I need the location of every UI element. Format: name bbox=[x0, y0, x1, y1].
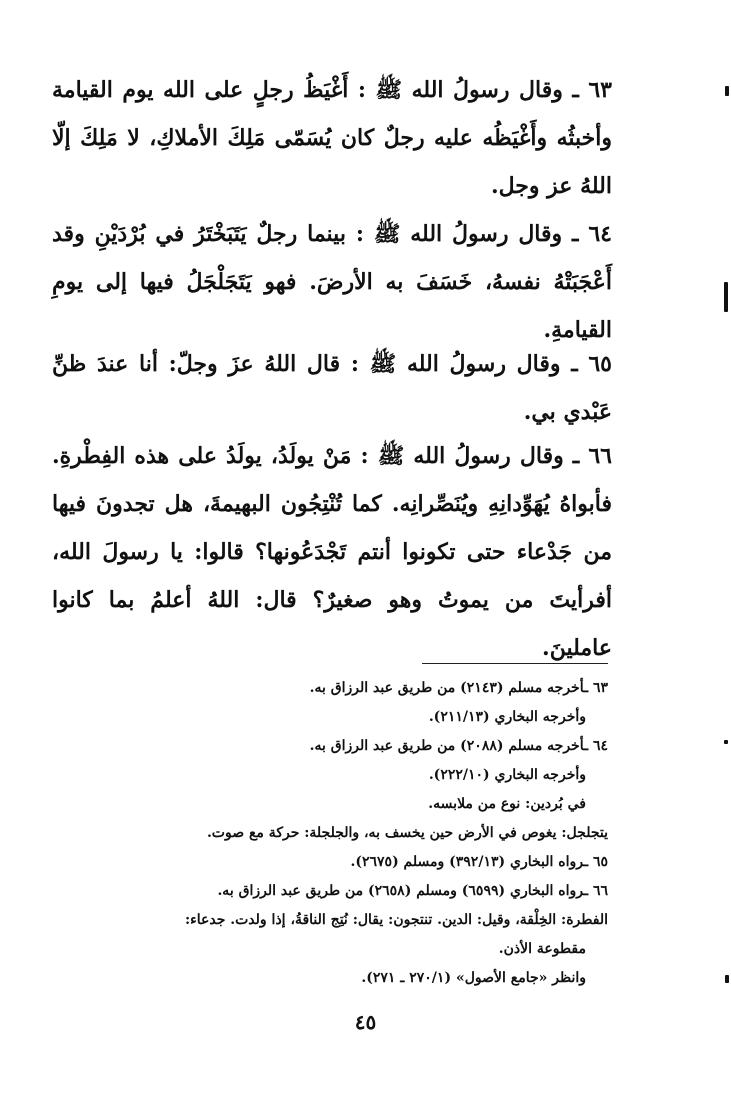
edge-mark bbox=[725, 975, 729, 983]
footnote-line: وانظر «جامع الأصول» (٢٧٠/١ ـ ٢٧١). bbox=[361, 970, 586, 986]
edge-mark bbox=[725, 86, 729, 96]
hadith-65 bbox=[52, 340, 612, 436]
footnote-line: يتجلجل: يغوص في الأرض حين يخسف به، والجلجلة: حركة مع صوت. bbox=[206, 825, 608, 841]
footnote-divider bbox=[422, 663, 608, 664]
footnote-line: ٦٣ ـأخرجه مسلم (٢١٤٣) من طريق عبد الرزاق به. bbox=[309, 680, 608, 696]
edge-mark bbox=[724, 740, 728, 744]
edge-mark bbox=[724, 282, 728, 312]
footnote-line: ٦٤ ـأخرجه مسلم (٢٠٨٨) من طريق عبد الرزاق به. bbox=[309, 738, 608, 754]
footnote-line: مقطوعة الأذن. bbox=[498, 941, 586, 957]
footnote-line: وأخرجه البخاري (٢٢٢/١٠). bbox=[428, 767, 586, 783]
footnote-line: في بُردين: نوع من ملابسه. bbox=[428, 796, 586, 812]
hadith-63 bbox=[52, 66, 612, 210]
hadith-text: ٦٦ ـ وقال رسولُ الله ﷺ : مَنْ يولَدُ، يولَدُ على هذه الفِطْرةِ. فأبواهُ يُهَوِّدانِهِ ويُنَصِّرانِه. كما تُنْتِجُون البهيمةَ، هل تجدونَ فيها من جَدْعاء حتى تكونوا أنتم تَجْدَعُونها؟ قالوا: يا رسولَ الله، أفرأيتَ من يموتُ وهو صغيرٌ؟ قال: اللهُ أعلمُ بما كانوا عاملينَ. bbox=[52, 443, 612, 661]
hadith-66 bbox=[52, 432, 612, 672]
footnote-line: وأخرجه البخاري (٢١١/١٣). bbox=[428, 709, 586, 725]
hadith-text: ٦٤ ـ وقال رسولُ الله ﷺ : بينما رجلٌ يَتَبَخْتَرُ في بُرْدَيْنِ وقد أَعْجَبَتْهُ نفسهُ، خَسَفَ به الأرضَ. فهو يَتَجَلْجَلُ فيها إلى يومِ القيامةِ. bbox=[52, 221, 612, 343]
footnote-line: ٦٦ ـرواه البخاري (٦٥٩٩) ومسلم (٢٦٥٨) من طريق عبد الرزاق به. bbox=[217, 883, 608, 899]
footnotes bbox=[48, 674, 608, 993]
footnote-line: ٦٥ ـرواه البخاري (٣٩٢/١٣) ومسلم (٢٦٧٥). bbox=[350, 854, 608, 870]
hadith-64 bbox=[52, 210, 612, 354]
page-number: ٤٥ bbox=[354, 1010, 377, 1034]
hadith-text: ٦٥ ـ وقال رسولُ الله ﷺ : قال اللهُ عزَ وجلّ: أنا عندَ ظنِّ عَبْدي بي. bbox=[52, 351, 612, 425]
hadith-text: ٦٣ ـ وقال رسولُ الله ﷺ : أَغْيَظُ رجلٍ على الله يوم القيامة وأخبثُه وأَغْيَظُه عليه رجلٌ كان يُسَمّى مَلِكَ الأملاكِ، لا مَلِكَ إلّا اللهُ عز وجل. bbox=[52, 77, 612, 199]
footnote-line: الفطرة: الخِلْقة، وقيل: الدين. تنتجون: يقال: نُتِج الناقةُ، إذا ولدت. جدعاء: bbox=[185, 912, 608, 928]
